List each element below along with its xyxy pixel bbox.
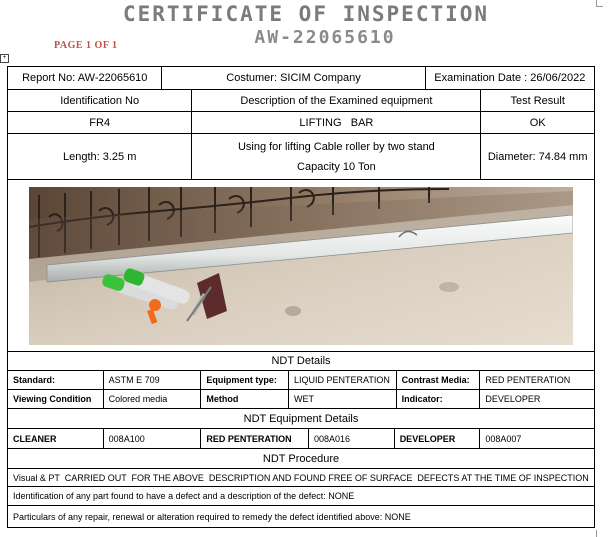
ndt-equipment-row [8,429,594,449]
ndt-procedure-title: NDT Procedure [262,452,340,465]
equipment-name: LIFTING BAR [192,112,481,133]
ndt-procedure-row [8,469,594,487]
description-header: Description of the Examined equipment [192,90,481,111]
floor-stain [285,306,301,316]
margin-corner [596,530,597,537]
customer: Costumer: SICIM Company [162,67,425,89]
standard-value: ASTM E 709 [104,371,202,389]
defect-identification: Identification of any part found to have a defect and a description of the defect: NONE [13,491,355,501]
ndt-details-row-2 [8,390,594,409]
repair-particulars-row [8,506,594,527]
equipment-header-row [8,90,594,112]
equipment-id-row [8,112,594,134]
page-label: PAGE 1 OF 1 [54,40,118,51]
certificate-title: CERTIFICATE OF INSPECTION [122,2,490,26]
table-anchor-icon[interactable]: + [0,54,9,63]
equipment-capacity: Capacity 10 Ton [297,160,376,173]
developer-label: DEVELOPER [395,429,481,448]
method-label: Method [201,390,289,408]
ndt-details-title: NDT Details [271,355,331,367]
identification-number: FR4 [8,112,192,133]
viewing-condition-value: Colored media [104,390,202,408]
margin-corner [596,6,603,7]
defect-identification-row [8,487,594,506]
developer-code: 008A007 [485,433,522,444]
inspection-photo-row [8,180,594,352]
equipment-type-label: Equipment type: [201,371,289,389]
cleaner-code: 008A100 [104,429,202,448]
cleaner-label: CLEANER [8,429,104,448]
ndt-equipment-title-row [8,409,594,429]
viewing-condition-label: Viewing Condition [8,390,104,408]
equipment-type-value: LIQUID PENTERATION [289,371,397,389]
report-number: Report No: AW-22065610 [8,67,162,89]
ndt-procedure-title-row [8,449,594,469]
examination-date: Examination Date : 26/06/2022 [434,72,586,84]
method-value: WET [289,390,397,408]
ndt-equipment-title: NDT Equipment Details [243,412,359,425]
inspection-table [7,66,595,528]
diameter-value: Diameter: 74.84 mm [487,150,588,163]
contrast-media-label: Contrast Media: [397,371,481,389]
contrast-media-value: RED PENTERATION [485,375,571,385]
equipment-description [192,134,481,179]
equipment-usage: Using for lifting Cable roller by two stand [237,140,435,153]
test-result: OK [529,116,546,129]
report-info-row [8,67,594,90]
identification-header: Identification No [8,90,192,111]
floor-stain [439,282,459,292]
repair-particulars: Particulars of any repair, renewal or alteration required to remedy the defect identified above: NONE [13,511,411,522]
indicator-value: DEVELOPER [485,394,541,404]
inspection-photo [29,187,573,345]
standard-label: Standard: [8,371,104,389]
ndt-details-row-1 [8,371,594,390]
certificate-number: AW-22065610 [254,27,396,48]
penetrant-code: 008A016 [309,429,395,448]
indicator-label: Indicator: [397,390,481,408]
ndt-details-title-row [8,352,594,371]
test-result-header: Test Result [510,94,565,107]
equipment-spec-row [8,134,594,180]
length-value: Length: 3.25 m [8,134,192,179]
penetrant-label: RED PENTERATION [201,429,309,448]
ndt-procedure-text: Visual & PT CARRIED OUT FOR THE ABOVE DESCRIPTION AND FOUND FREE OF SURFACE DEFECTS AT THE TIME OF INSPECTION [13,472,589,483]
